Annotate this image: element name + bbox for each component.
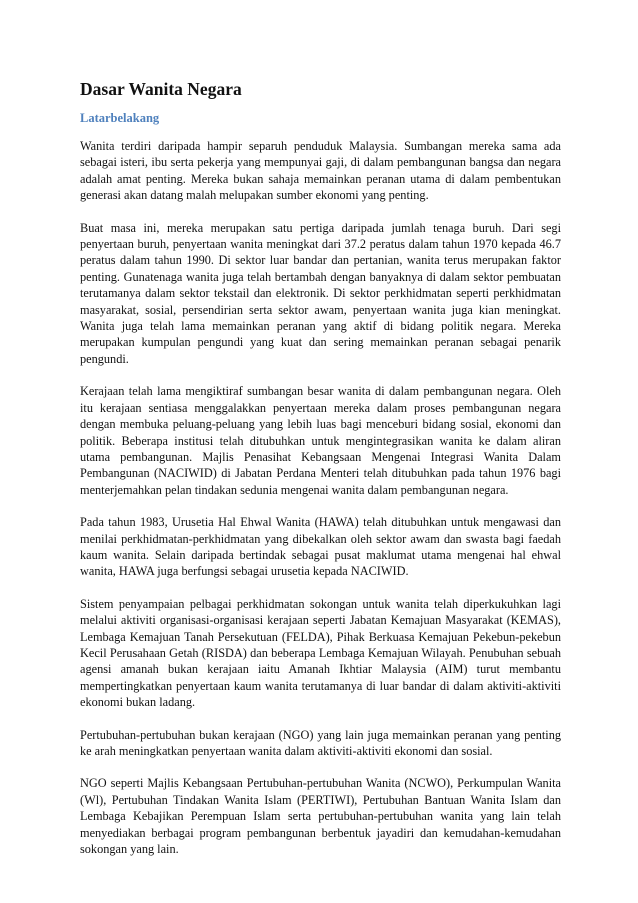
- document-title: Dasar Wanita Negara: [80, 79, 242, 99]
- paragraph-5: Sistem penyampaian pelbagai perkhidmatan sokongan untuk wanita telah diperkukuhkan lagi melalui aktiviti organisasi-organisasi kerajaan seperti Jabatan Kemajuan Masyarakat (KEMAS), Lembaga Kemajuan Tanah Persekutuan (FELDA), Pihak Berkuasa Kemajuan Pekebun-pekebun Kecil Perusahaan Getah (RISDA) dan beberapa Lembaga Kemajuan Wilayah. Penubuhan sebuah agensi amanah bukan kerajaan iaitu Amanah Ikhtiar Malaysia (AIM) turut membantu mempertingkatkan penyertaan kaum wanita terutamanya di luar bandar di dalam aktiviti-aktiviti ekonomi bukan ladang.: [80, 596, 561, 710]
- paragraph-7: NGO seperti Majlis Kebangsaan Pertubuhan-pertubuhan Wanita (NCWO), Perkumpulan Wanita (Wl), Pertubuhan Tindakan Wanita Islam (PERTIWI), Pertubuhan Bantuan Wanita Islam dan Lembaga Kebajikan Perempuan Islam serta pertubuhan-pertubuhan wanita yang lain telah menyediakan berbagai program pembangunan berbentuk jayadiri dan kemudahan-kemudahan sokongan yang lain.: [80, 776, 561, 857]
- document-page: [80, 78, 561, 873]
- paragraph-6: Pertubuhan-pertubuhan bukan kerajaan (NGO) yang lain juga memainkan peranan yang penting ke arah meningkatkan penyertaan wanita dalam aktiviti-aktiviti ekonomi dan sosial.: [80, 727, 561, 758]
- paragraph-4: Pada tahun 1983, Urusetia Hal Ehwal Wanita (HAWA) telah ditubuhkan untuk mengawasi dan menilai perkhidmatan-perkhidmatan yang dibekalkan oleh sektor awam dan swasta bagi faedah kaum wanita. Selain daripada bertindak sebagai pusat maklumat utama mengenai hal ehwal wanita, HAWA juga berfungsi sebagai urusetia kepada NACIWID.: [80, 515, 561, 579]
- paragraph-3: Kerajaan telah lama mengiktiraf sumbangan besar wanita di dalam pembangunan negara. Oleh itu kerajaan sentiasa menggalakkan penyertaan mereka dalam proses pembangunan negara dengan membuka peluang-peluang yang lebih luas bagi menceburi bidang sosial, ekonomi dan politik. Beberapa institusi telah ditubuhkan untuk mengintegrasikan wanita ke dalam aliran utama pembangunan. Majlis Penasihat Kebangsaan Mengenai Integrasi Wanita Dalam Pembangunan (NACIWID) di Jabatan Perdana Menteri telah ditubuhkan pada tahun 1976 bagi menterjemahkan pelan tindakan sedunia mengenai wanita dalam pembangunan negara.: [80, 384, 561, 497]
- paragraph-2: Buat masa ini, mereka merupakan satu pertiga daripada jumlah tenaga buruh. Dari segi penyertaan buruh, penyertaan wanita meningkat dari 37.2 peratus dalam tahun 1970 kepada 46.7 peratus dalam tahun 1990. Di sektor luar bandar dan pertanian, wanita terus merupakan faktor penting. Gunatenaga wanita juga telah bertambah dengan banyaknya di dalam sektor pembuatan terutamanya dalam sektor tekstail dan elektronik. Di sektor perkhidmatan seperti perkhidmatan masyarakat, sosial, persendirian serta sektor awam, penyertaan wanita juga kian meningkat. Wanita juga telah lama memainkan peranan yang aktif di bidang politik negara. Mereka merupakan kumpulan pengundi yang kuat dan sering memainkan peranan sebagai penarik pengundi.: [80, 220, 561, 366]
- section-heading: Latarbelakang: [80, 111, 160, 125]
- paragraph-1: Wanita terdiri daripada hampir separuh penduduk Malaysia. Sumbangan mereka sama ada sebagai isteri, ibu serta pekerja yang mempunyai gaji, di dalam pembangunan bangsa dan negara adalah amat penting. Mereka bukan sahaja memainkan peranan utama di dalam pembentukan generasi akan datang malah melupakan sumber ekonomi yang penting.: [80, 139, 561, 203]
